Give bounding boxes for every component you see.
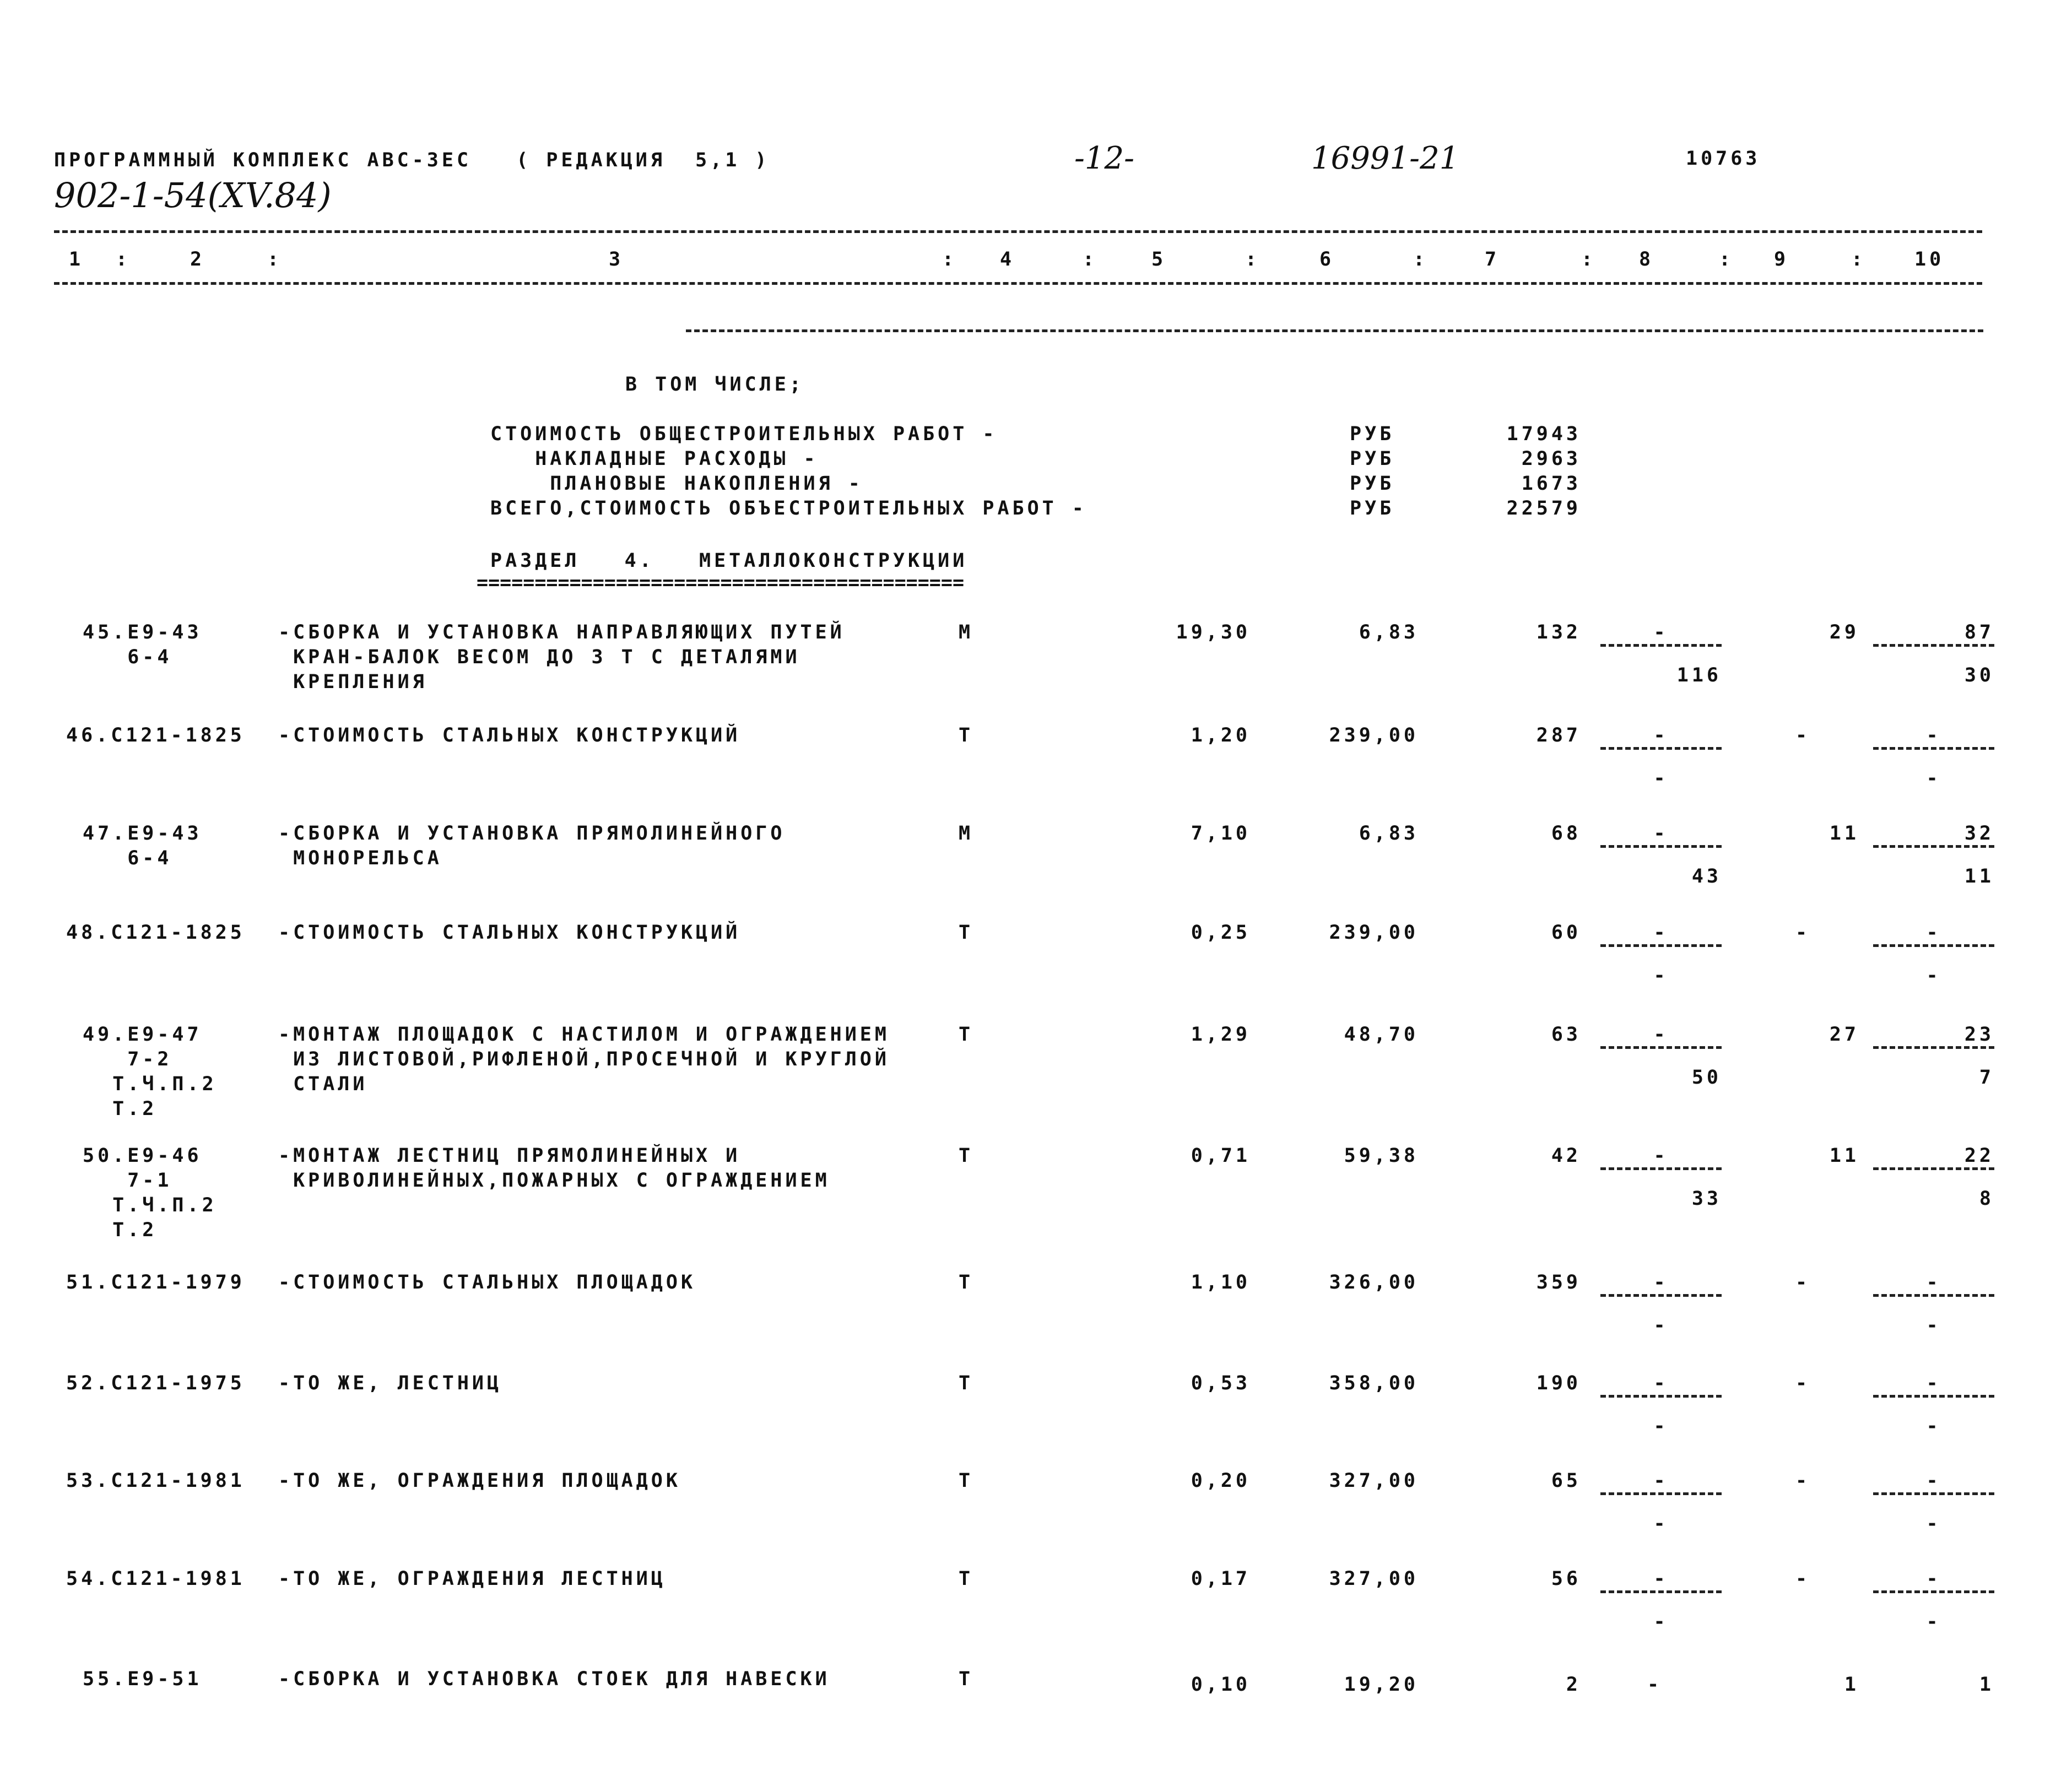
row-quantity: 0,17 <box>1191 1568 1251 1590</box>
row-code: 52.С121-1975 <box>66 1372 245 1394</box>
row-quantity: 7,10 <box>1191 822 1251 845</box>
column-header-8: 8 <box>1639 248 1654 270</box>
program-title: ПРОГРАММНЫЙ КОМПЛЕКС АВС-3ЕС ( РЕДАКЦИЯ 5,1 ) <box>54 149 770 171</box>
fraction-divider <box>1600 1590 1722 1593</box>
summary-unit: РУБ <box>1350 497 1395 519</box>
row-col8 <box>1600 1371 1722 1442</box>
row-unit: Т <box>959 922 974 944</box>
row-total: 63 <box>1551 1024 1581 1046</box>
row-col10-bottom: - <box>1926 1611 1941 1633</box>
row-col10-bottom: 11 <box>1964 865 1994 887</box>
row-unit: М <box>959 621 974 643</box>
row-quantity: 0,53 <box>1191 1372 1251 1394</box>
column-header-1: 1 <box>69 248 84 270</box>
row-col10 <box>1873 1468 1994 1540</box>
column-separator: : <box>1581 248 1597 270</box>
row-description: -ТО ЖЕ, ЛЕСТНИЦ <box>278 1372 502 1394</box>
row-description: СТАЛИ <box>278 1073 368 1095</box>
row-code: Т.Ч.П.2 <box>83 1194 217 1216</box>
row-col10-bottom: 30 <box>1964 664 1994 686</box>
row-total: 132 <box>1536 621 1581 643</box>
row-unit: Т <box>959 724 974 746</box>
column-separator: : <box>1719 248 1734 270</box>
row-unit-price: 327,00 <box>1329 1568 1419 1590</box>
row-description: МОНОРЕЛЬСА <box>278 847 442 869</box>
row-col8-bottom: - <box>1653 1415 1669 1437</box>
page-number: -12- <box>1074 140 1135 176</box>
row-col10-bottom: - <box>1926 965 1941 987</box>
fraction-divider <box>1600 944 1722 947</box>
column-separator: : <box>1851 248 1867 270</box>
row-col10 <box>1873 620 1994 691</box>
row-col10-bottom: - <box>1926 1415 1941 1437</box>
row-code: 55.Е9-51 <box>83 1668 202 1690</box>
summary-unit: РУБ <box>1350 448 1395 470</box>
fraction-divider <box>1600 1492 1722 1495</box>
summary-value: 22579 <box>1506 497 1581 519</box>
header-top-rule <box>54 230 1982 233</box>
row-col10-bottom: - <box>1926 1513 1941 1535</box>
row-col10-bottom: 7 <box>1979 1067 1994 1089</box>
row-unit-price: 239,00 <box>1329 724 1419 746</box>
fraction-divider <box>1873 1046 1994 1049</box>
row-description: -СТОИМОСТЬ СТАЛЬНЫХ КОНСТРУКЦИЙ <box>278 724 741 746</box>
row-description: КРЕПЛЕНИЯ <box>278 671 428 693</box>
row-unit: Т <box>959 1470 974 1492</box>
row-code: 54.С121-1981 <box>66 1568 245 1590</box>
column-header-6: 6 <box>1319 248 1335 270</box>
row-col8-bottom: 33 <box>1691 1188 1722 1210</box>
subtotal-rule <box>686 329 1983 332</box>
row-code: Т.Ч.П.2 <box>83 1073 217 1095</box>
fraction-divider <box>1600 1167 1722 1170</box>
row-col10-bottom: 8 <box>1979 1188 1994 1210</box>
row-col10 <box>1873 1270 1994 1341</box>
row-code: 47.Е9-43 <box>83 822 202 845</box>
row-col8-top: - <box>1653 1568 1669 1590</box>
row-unit: Т <box>959 1145 974 1167</box>
column-separator: : <box>942 248 957 270</box>
row-total: 68 <box>1551 822 1581 845</box>
row-col8-top: - <box>1653 724 1669 746</box>
row-col10-top: 23 <box>1964 1024 1994 1046</box>
row-col8-bottom: 43 <box>1691 865 1722 887</box>
row-col8-top: - <box>1653 1145 1669 1167</box>
row-unit: Т <box>959 1271 974 1294</box>
row-unit-price: 48,70 <box>1344 1024 1419 1046</box>
project-code: 902-1-54(XV.84) <box>54 175 332 215</box>
row-code: 46.С121-1825 <box>66 724 245 746</box>
row-quantity: 0,20 <box>1191 1470 1251 1492</box>
row-col8-top: - <box>1647 1674 1663 1696</box>
row-total: 60 <box>1551 922 1581 944</box>
row-col8-bottom: - <box>1653 1611 1669 1633</box>
fraction-divider <box>1873 1167 1994 1170</box>
row-code: 51.С121-1979 <box>66 1271 245 1294</box>
fraction-divider <box>1600 644 1722 647</box>
row-col8-top: - <box>1653 1271 1669 1294</box>
summary-value: 2963 <box>1521 448 1581 470</box>
row-col8 <box>1600 821 1722 892</box>
summary-label: ВСЕГО,СТОИМОСТЬ ОБЪЕСТРОИТЕЛЬНЫХ РАБОТ - <box>490 497 1087 519</box>
row-description: -ТО ЖЕ, ОГРАЖДЕНИЯ ЛЕСТНИЦ <box>278 1568 666 1590</box>
row-col10-top: - <box>1926 1568 1941 1590</box>
summary-label: СТОИМОСТЬ ОБЩЕСТРОИТЕЛЬНЫХ РАБОТ - <box>490 423 998 445</box>
column-separator: : <box>267 248 283 270</box>
row-col9: 29 <box>1829 621 1859 643</box>
row-code: 53.С121-1981 <box>66 1470 245 1492</box>
row-col8-bottom: - <box>1653 1314 1669 1336</box>
row-unit: Т <box>959 1668 974 1690</box>
column-header-10: 10 <box>1914 248 1945 270</box>
row-col8-bottom: - <box>1653 965 1669 987</box>
row-col8-bottom: 50 <box>1691 1067 1722 1089</box>
row-col8-bottom: - <box>1653 1513 1669 1535</box>
fraction-divider <box>1873 747 1994 750</box>
row-description: -СТОИМОСТЬ СТАЛЬНЫХ КОНСТРУКЦИЙ <box>278 922 741 944</box>
row-quantity: 0,10 <box>1191 1674 1251 1696</box>
row-col9: 1 <box>1844 1674 1859 1696</box>
row-code: 45.Е9-43 <box>83 621 202 643</box>
row-col10 <box>1873 1143 1994 1215</box>
column-separator: : <box>116 248 131 270</box>
row-col8-top: - <box>1653 822 1669 845</box>
row-total: 56 <box>1551 1568 1581 1590</box>
fraction-divider <box>1600 747 1722 750</box>
row-code: 50.Е9-46 <box>83 1145 202 1167</box>
row-col10-top: 32 <box>1964 822 1994 845</box>
row-col10-bottom: - <box>1926 1314 1941 1336</box>
row-col10-top: 1 <box>1979 1674 1994 1696</box>
row-col8-bottom: - <box>1653 767 1669 789</box>
row-col9: 11 <box>1829 822 1859 845</box>
row-description: -МОНТАЖ ЛЕСТНИЦ ПРЯМОЛИНЕЙНЫХ И <box>278 1145 741 1167</box>
section-title: РАЗДЕЛ 4. МЕТАЛЛОКОНСТРУКЦИИ <box>490 550 968 572</box>
row-col8-bottom: 116 <box>1676 664 1722 686</box>
row-unit-price: 327,00 <box>1329 1470 1419 1492</box>
row-col9: - <box>1795 1372 1811 1394</box>
row-col8 <box>1600 620 1722 691</box>
summary-value: 17943 <box>1506 423 1581 445</box>
row-col8 <box>1600 1022 1722 1094</box>
row-quantity: 0,25 <box>1191 922 1251 944</box>
fraction-divider <box>1600 845 1722 848</box>
row-code: 6-4 <box>83 847 172 869</box>
row-code: Т.2 <box>83 1098 158 1120</box>
row-col10-top: - <box>1926 922 1941 944</box>
row-total: 2 <box>1566 1674 1581 1696</box>
row-quantity: 1,20 <box>1191 724 1251 746</box>
row-col9: 27 <box>1829 1024 1859 1046</box>
row-code: 49.Е9-47 <box>83 1024 202 1046</box>
row-unit-price: 59,38 <box>1344 1145 1419 1167</box>
row-unit-price: 326,00 <box>1329 1271 1419 1294</box>
row-col10 <box>1873 1566 1994 1638</box>
row-col8 <box>1600 723 1722 794</box>
row-description: КРИВОЛИНЕЙНЫХ,ПОЖАРНЫХ С ОГРАЖДЕНИЕМ <box>278 1170 830 1192</box>
row-col8 <box>1600 1468 1722 1540</box>
column-header-9: 9 <box>1774 248 1789 270</box>
fraction-divider <box>1600 1294 1722 1297</box>
row-col9: 11 <box>1829 1145 1859 1167</box>
row-description: -СТОИМОСТЬ СТАЛЬНЫХ ПЛОЩАДОК <box>278 1271 696 1294</box>
row-col10 <box>1873 1371 1994 1442</box>
row-col9: - <box>1795 1271 1811 1294</box>
row-unit: Т <box>959 1372 974 1394</box>
row-col10-bottom: - <box>1926 767 1941 789</box>
row-col10 <box>1873 1022 1994 1094</box>
summary-unit: РУБ <box>1350 423 1395 445</box>
row-col8-top: - <box>1653 621 1669 643</box>
column-header-4: 4 <box>1000 248 1015 270</box>
row-description: -СБОРКА И УСТАНОВКА НАПРАВЛЯЮЩИХ ПУТЕЙ <box>278 621 845 643</box>
fraction-divider <box>1873 1492 1994 1495</box>
summary-label: НАКЛАДНЫЕ РАСХОДЫ - <box>490 448 819 470</box>
row-description: -СБОРКА И УСТАНОВКА ПРЯМОЛИНЕЙНОГО <box>278 822 786 845</box>
row-unit: Т <box>959 1024 974 1046</box>
summary-label: ПЛАНОВЫЕ НАКОПЛЕНИЯ - <box>490 473 863 495</box>
row-unit-price: 239,00 <box>1329 922 1419 944</box>
summary-heading: В ТОМ ЧИСЛЕ; <box>625 374 804 396</box>
row-col10 <box>1873 821 1994 892</box>
row-description: ИЗ ЛИСТОВОЙ,РИФЛЕНОЙ,ПРОСЕЧНОЙ И КРУГЛОЙ <box>278 1048 890 1070</box>
row-total: 287 <box>1536 724 1581 746</box>
row-col9: - <box>1795 922 1811 944</box>
row-col8-top: - <box>1653 1372 1669 1394</box>
row-col9: - <box>1795 1568 1811 1590</box>
row-col8 <box>1600 1270 1722 1341</box>
row-unit: Т <box>959 1568 974 1590</box>
document-code: 16991-21 <box>1311 140 1459 176</box>
row-col10-top: 22 <box>1964 1145 1994 1167</box>
row-col10-top: 87 <box>1964 621 1994 643</box>
column-header-2: 2 <box>190 248 205 270</box>
row-col8-top: - <box>1653 1470 1669 1492</box>
row-col9: - <box>1795 724 1811 746</box>
row-total: 190 <box>1536 1372 1581 1394</box>
column-header-3: 3 <box>609 248 624 270</box>
section-underline: ========================================== <box>477 572 965 594</box>
code-number: 10763 <box>1686 148 1761 170</box>
fraction-divider <box>1873 944 1994 947</box>
row-quantity: 1,29 <box>1191 1024 1251 1046</box>
row-col8-top: - <box>1653 1024 1669 1046</box>
row-quantity: 19,30 <box>1176 621 1251 643</box>
column-separator: : <box>1413 248 1429 270</box>
row-description: -ТО ЖЕ, ОГРАЖДЕНИЯ ПЛОЩАДОК <box>278 1470 681 1492</box>
row-col10-top: - <box>1926 1271 1941 1294</box>
fraction-divider <box>1873 1395 1994 1398</box>
summary-value: 1673 <box>1521 473 1581 495</box>
row-unit-price: 19,20 <box>1344 1674 1419 1696</box>
row-col8-top: - <box>1653 922 1669 944</box>
row-code: 6-4 <box>83 646 172 668</box>
fraction-divider <box>1873 1294 1994 1297</box>
row-total: 42 <box>1551 1145 1581 1167</box>
row-col8 <box>1600 920 1722 992</box>
row-col8 <box>1600 1143 1722 1215</box>
row-unit: М <box>959 822 974 845</box>
row-code: 48.С121-1825 <box>66 922 245 944</box>
fraction-divider <box>1873 1590 1994 1593</box>
row-code: Т.2 <box>83 1219 158 1241</box>
fraction-divider <box>1873 644 1994 647</box>
row-col10-top: - <box>1926 1470 1941 1492</box>
fraction-divider <box>1873 845 1994 848</box>
row-description: КРАН-БАЛОК ВЕСОМ ДО 3 Т С ДЕТАЛЯМИ <box>278 646 800 668</box>
row-description: -СБОРКА И УСТАНОВКА СТОЕК ДЛЯ НАВЕСКИ <box>278 1668 830 1690</box>
row-code: 7-1 <box>83 1170 172 1192</box>
row-unit-price: 358,00 <box>1329 1372 1419 1394</box>
row-code: 7-2 <box>83 1048 172 1070</box>
row-quantity: 0,71 <box>1191 1145 1251 1167</box>
row-quantity: 1,10 <box>1191 1271 1251 1294</box>
row-col10-top: - <box>1926 724 1941 746</box>
summary-unit: РУБ <box>1350 473 1395 495</box>
row-col8 <box>1600 1566 1722 1638</box>
column-header-7: 7 <box>1485 248 1500 270</box>
row-col10 <box>1873 723 1994 794</box>
row-description: -МОНТАЖ ПЛОЩАДОК С НАСТИЛОМ И ОГРАЖДЕНИЕМ <box>278 1024 890 1046</box>
row-unit-price: 6,83 <box>1359 822 1419 845</box>
row-total: 65 <box>1551 1470 1581 1492</box>
column-separator: : <box>1245 248 1260 270</box>
fraction-divider <box>1600 1046 1722 1049</box>
row-col9: - <box>1795 1470 1811 1492</box>
column-header-5: 5 <box>1151 248 1167 270</box>
row-col10-top: - <box>1926 1372 1941 1394</box>
row-unit-price: 6,83 <box>1359 621 1419 643</box>
header-bottom-rule <box>54 282 1982 285</box>
fraction-divider <box>1600 1395 1722 1398</box>
row-total: 359 <box>1536 1271 1581 1294</box>
column-separator: : <box>1083 248 1098 270</box>
row-col10 <box>1873 920 1994 992</box>
